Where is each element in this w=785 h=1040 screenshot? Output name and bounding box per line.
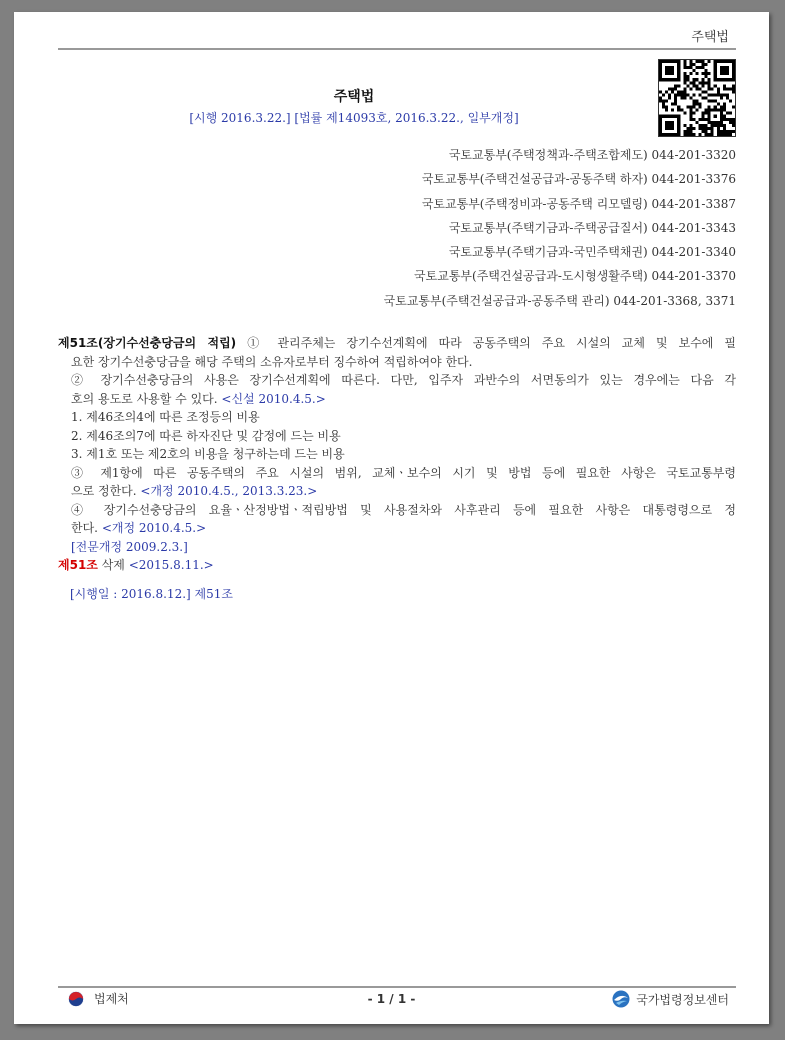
- paragraph-text: 한다.: [71, 521, 98, 535]
- deleted-article-title: 제51조: [58, 558, 98, 572]
- list-item: 2. 제46조의7에 따른 하자진단 및 감정에 드는 비용: [71, 428, 341, 443]
- footer-ministry-name: 법제처: [94, 992, 129, 1006]
- law-center-logo-icon: [612, 990, 630, 1008]
- paragraph-text: 호의 용도로 사용할 수 있다.: [71, 391, 218, 406]
- paragraph-text: 으로 정한다.: [71, 484, 137, 498]
- contact-line: 국토교통부(주택기금과-주택공급질서) 044-201-3343: [448, 220, 736, 235]
- article-paragraph-2-cont: [58, 390, 736, 409]
- amendment-note: <개정 2010.4.5., 2013.3.23.>: [136, 484, 318, 498]
- article-paragraph-4-cont: [58, 519, 736, 538]
- contact-line: 국토교통부(주택건설공급과-공동주택 관리) 044-201-3368, 3371: [383, 293, 736, 308]
- amendment-note: <2015.8.11.>: [128, 558, 214, 572]
- footer-page-number: - 1 / 1 -: [367, 992, 416, 1006]
- contact-line: 국토교통부(주택정비과-공동주택 리모델링) 044-201-3387: [421, 196, 736, 211]
- article-paragraph-1-cont: 요한 장기수선충당금을 해당 주택의 소유자로부터 징수하여 적립하여야 한다.: [71, 354, 473, 369]
- article-body: [58, 334, 736, 603]
- effective-date-note: [시행일 : 2016.8.12.] 제51조: [70, 586, 233, 601]
- contact-line: 국토교통부(주택건설공급과-공동주택 하자) 044-201-3376: [421, 172, 736, 187]
- paragraph-text: ① 관리주체는 장기수선계획에 따라 공동주택의 주요 시설의 교체 및 보수에 필: [236, 336, 736, 350]
- article-title: 제51조(장기수선충당금의 적립): [58, 336, 237, 350]
- document-page: [14, 12, 769, 1024]
- header-divider: [58, 48, 736, 50]
- article-paragraph-3: ③ 제1항에 따른 공동주택의 주요 시설의 범위, 교체ㆍ보수의 시기 및 방법 등에 필요한 사항은 국토교통부령: [71, 465, 736, 480]
- footer-law-center-name: 국가법령정보센터: [636, 992, 729, 1007]
- header-law-title: 주택법: [691, 30, 729, 45]
- deleted-text: 삭제: [97, 558, 129, 572]
- article-paragraph-1: [58, 334, 736, 353]
- article-paragraph-4: ④ 장기수선충당금의 요율ㆍ산정방법ㆍ적립방법 및 사용절차와 사후관리 등에 필요한 사항은 대통령령으로 정: [71, 502, 736, 517]
- document-title: 주택법: [333, 89, 375, 105]
- amendment-note: <개정 2010.4.5.>: [98, 521, 207, 535]
- list-item: 3. 제1호 또는 제2호의 비용을 청구하는데 드는 비용: [71, 447, 345, 461]
- footer-right: [612, 990, 729, 1008]
- document-subtitle: [시행 2016.3.22.] [법률 제14093호, 2016.3.22., 일부개정]: [189, 111, 519, 125]
- contact-line: 국토교통부(주택정책과-주택조합제도) 044-201-3320: [448, 148, 736, 162]
- contact-line: 국토교통부(주택건설공급과-도시형생활주택) 044-201-3370: [414, 269, 736, 284]
- footer-divider: [58, 986, 736, 988]
- article-paragraph-3-cont: [58, 482, 736, 501]
- list-item: 1. 제46조의4에 따른 조정등의 비용: [71, 410, 260, 424]
- contact-list: [384, 143, 736, 313]
- deleted-article: [58, 556, 736, 575]
- article-paragraph-2: ② 장기수선충당금의 사용은 장기수선계획에 따른다. 다만, 입주자 과반수의 서면동의가 있는 경우에는 다음 각: [71, 373, 736, 387]
- full-amendment-note: [전문개정 2009.2.3.]: [71, 539, 188, 554]
- amendment-note: <신설 2010.4.5.>: [217, 391, 326, 406]
- contact-line: 국토교통부(주택기금과-국민주택채권) 044-201-3340: [448, 245, 736, 260]
